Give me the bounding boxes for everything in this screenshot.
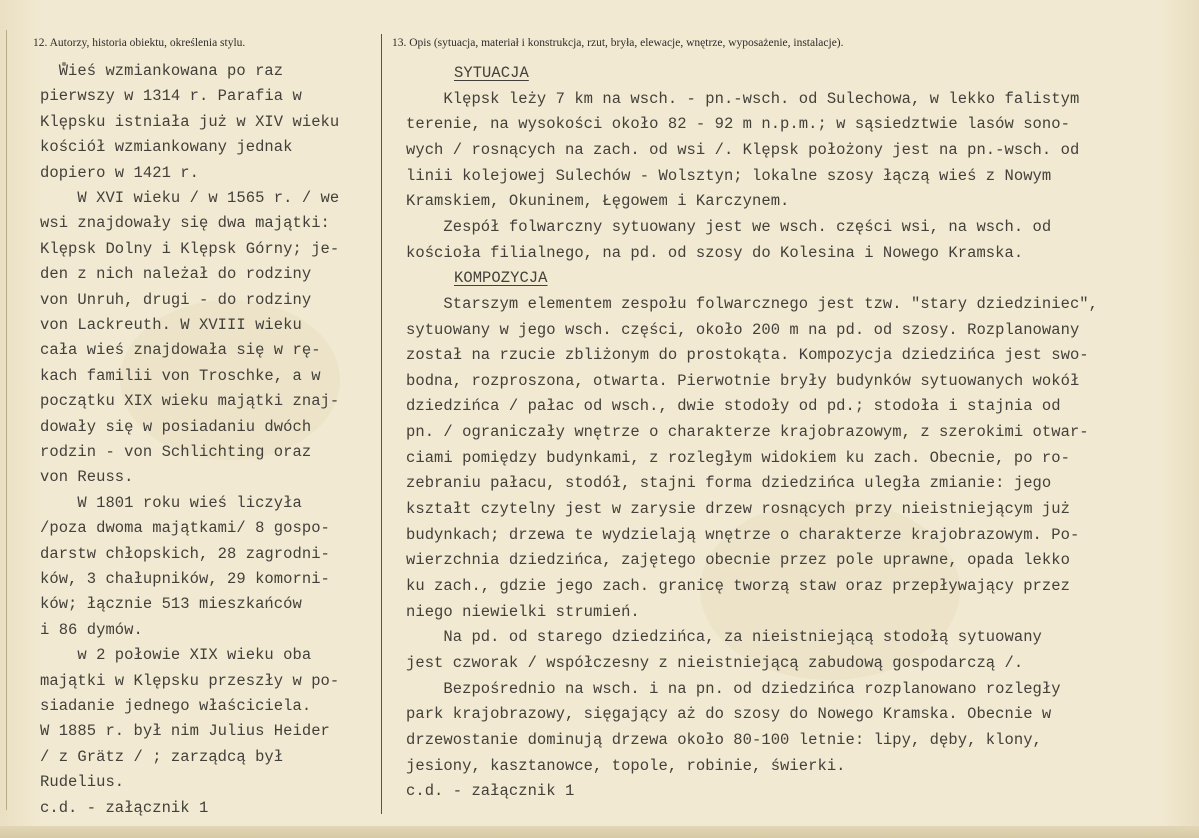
right-text-line: Starszym elementem zespołu folwarcznego jest tzw. "stary dziedziniec", <box>406 294 1099 313</box>
left-text-line: kościół wzmiankowany jednak <box>40 138 293 157</box>
left-text-line: kach familii von Troschke, a w <box>40 366 321 385</box>
right-text-line: pn. / ograniczały wnętrze o charakterze krajobrazowym, z szerokimi otwar- <box>406 423 1089 442</box>
left-text-line: Rudelius. <box>40 773 125 792</box>
right-text-line: budynkach; drzewa te wydzielają wnętrze o charakterze krajobrazowym. Po- <box>406 525 1080 544</box>
left-text-line: Klępsku istniała już w XIV wieku <box>40 112 340 131</box>
right-text-line: jesiony, kasztanowce, topole, robinie, świerki. <box>406 756 846 775</box>
right-text-line: dziedzińca / pałac od wsch., dwie stodoły od pd.; stodoła i stajnia od <box>406 397 1061 416</box>
left-text-line: W 1801 roku wieś liczyła <box>40 493 302 512</box>
left-text-line: Klępsk Dolny i Klępsk Górny; je- <box>40 239 340 258</box>
left-text-line: den z nich należał do rodziny <box>40 265 312 284</box>
left-text-line: W XVI wieku / w 1565 r. / we <box>40 189 340 207</box>
right-text-line: Bezpośrednio na wsch. i na pn. od dziedzińca rozplanowano rozległy <box>406 679 1061 698</box>
right-text-line: niego niewielki strumień. <box>406 602 640 621</box>
right-text-line: c.d. - załącznik 1 <box>406 782 575 801</box>
right-text-line: kształt czytelny jest w zarysie drzew rosnących przy nieistniejącym już <box>406 500 1070 519</box>
left-text-line: dopiero w 1421 r. <box>40 163 199 182</box>
right-text-line: terenie, na wysokości około 82 - 92 m n.p.m.; w sąsiedztwie lasów sono- <box>406 115 1070 134</box>
left-text-line: i 86 dymów. <box>40 620 143 639</box>
right-text-line: Kramskiem, Okuninem, Łęgowem i Karczynem. <box>406 192 790 211</box>
left-text-line: cała wieś znajdowała się w rę- <box>40 341 321 360</box>
left-text-line: von Lackreuth. W XVIII wieku <box>40 316 302 334</box>
left-text-line: rodzin - von Schlichting oraz <box>40 443 312 461</box>
left-text-line: majątki w Klępsku przeszły w po- <box>40 671 340 690</box>
right-text-line: linii kolejowej Sulechów - Wolsztyn; lokalne szosy łączą wieś z Nowym <box>406 166 1052 185</box>
left-text-line: początku XIX wieku majątki znaj- <box>40 392 340 411</box>
right-text-line: Na pd. od starego dziedzińca, za nieistniejącą stodołą sytuowany <box>406 628 1042 647</box>
right-text-line: ku zach., gdzie jego zach. granicę tworzą staw oraz przepływający przez <box>406 577 1070 595</box>
section-heading: SYTUACJA <box>454 64 529 82</box>
right-text-line: ciami pomiędzy budynkami, z rozległym widokiem ku zach. Obecnie, po ro- <box>406 448 1070 467</box>
right-text-line: sytuowany w jego wsch. części, około 200 m na pd. od szosy. Rozplanowany <box>406 320 1080 339</box>
column-divider <box>381 34 382 814</box>
section-heading: KOMPOZYCJA <box>454 269 548 288</box>
right-text-line: jest czworak / współczesny z nieistniejącą zabudową gospodarczą /. <box>406 653 1024 672</box>
left-text-line: Wieś wzmiankowana po raz <box>40 62 284 80</box>
left-text-line: c.d. - załącznik 1 <box>40 798 209 817</box>
left-text-line: darstw chłopskich, 28 zagrodni- <box>40 544 330 563</box>
right-text-line: drzewostanie dominują drzewa około 80-100 letnie: lipy, dęby, klony, <box>406 730 1042 749</box>
left-text-line: von Reuss. <box>40 468 134 487</box>
right-text-line: zebraniu pałacu, stodół, stajni forma dziedzińca uległa zmianie: jego <box>406 474 1052 493</box>
right-text-line: wierzchnia dziedzińca, zajętego obecnie przez pole uprawne, opada lekko <box>406 551 1070 570</box>
left-text-line: /poza dwoma majątkami/ 8 gospo- <box>40 519 330 538</box>
right-text-line: kościoła filialnego, na pd. od szosy do Kolesina i Nowego Kramska. <box>406 243 1024 262</box>
left-text-line: W 1885 r. był nim Julius Heider <box>40 722 330 741</box>
right-text-line: Klępsk leży 7 km na wsch. - pn.-wsch. od Sulechowa, w lekko falistym <box>406 89 1080 108</box>
page-bottom-edge <box>0 826 1199 838</box>
left-column-heading: 12. Autorzy, historia obiektu, określenia stylu. <box>33 37 246 49</box>
right-text-line: Zespół folwarczny sytuowany jest we wsch. części wsi, na wsch. od <box>406 217 1052 236</box>
left-text-line: ków, 3 chałupników, 29 komorni- <box>40 570 330 588</box>
left-text-line: von Unruh, drugi - do rodziny <box>40 290 312 309</box>
left-text-line: w 2 połowie XIX wieku oba <box>40 646 312 665</box>
left-text-line: ków; łącznie 513 mieszkańców <box>40 595 302 614</box>
left-text-line: dowały się w posiadaniu dwóch <box>40 417 312 436</box>
left-text-line: pierwszy w 1314 r. Parafia w <box>40 87 302 106</box>
right-text-line: bodna, rozproszona, otwarta. Pierwotnie bryły budynków sytuowanych wokół <box>406 371 1080 390</box>
left-text-line: / z Grätz / ; zarządcą był <box>40 747 284 766</box>
left-text-line: wsi znajdowały się dwa majątki: <box>40 214 330 233</box>
right-text-line: wych / rosnących na zach. od wsi /. Klępsk położony jest na pn.-wsch. od <box>406 140 1080 159</box>
page-edge-line <box>6 30 7 810</box>
right-column-heading: 13. Opis (sytuacja, materiał i konstrukcja, rzut, bryła, elewacje, wnętrze, wyposażenie, instalacje). <box>392 37 844 49</box>
right-text-line: został na rzucie zbliżonym do prostokąta. Kompozycja dziedzińca jest swo- <box>406 346 1089 365</box>
right-text-line: park krajobrazowy, sięgający aż do szosy do Nowego Kramska. Obecnie w <box>406 705 1052 724</box>
left-text-line: siadanie jednego właściciela. <box>40 697 312 715</box>
